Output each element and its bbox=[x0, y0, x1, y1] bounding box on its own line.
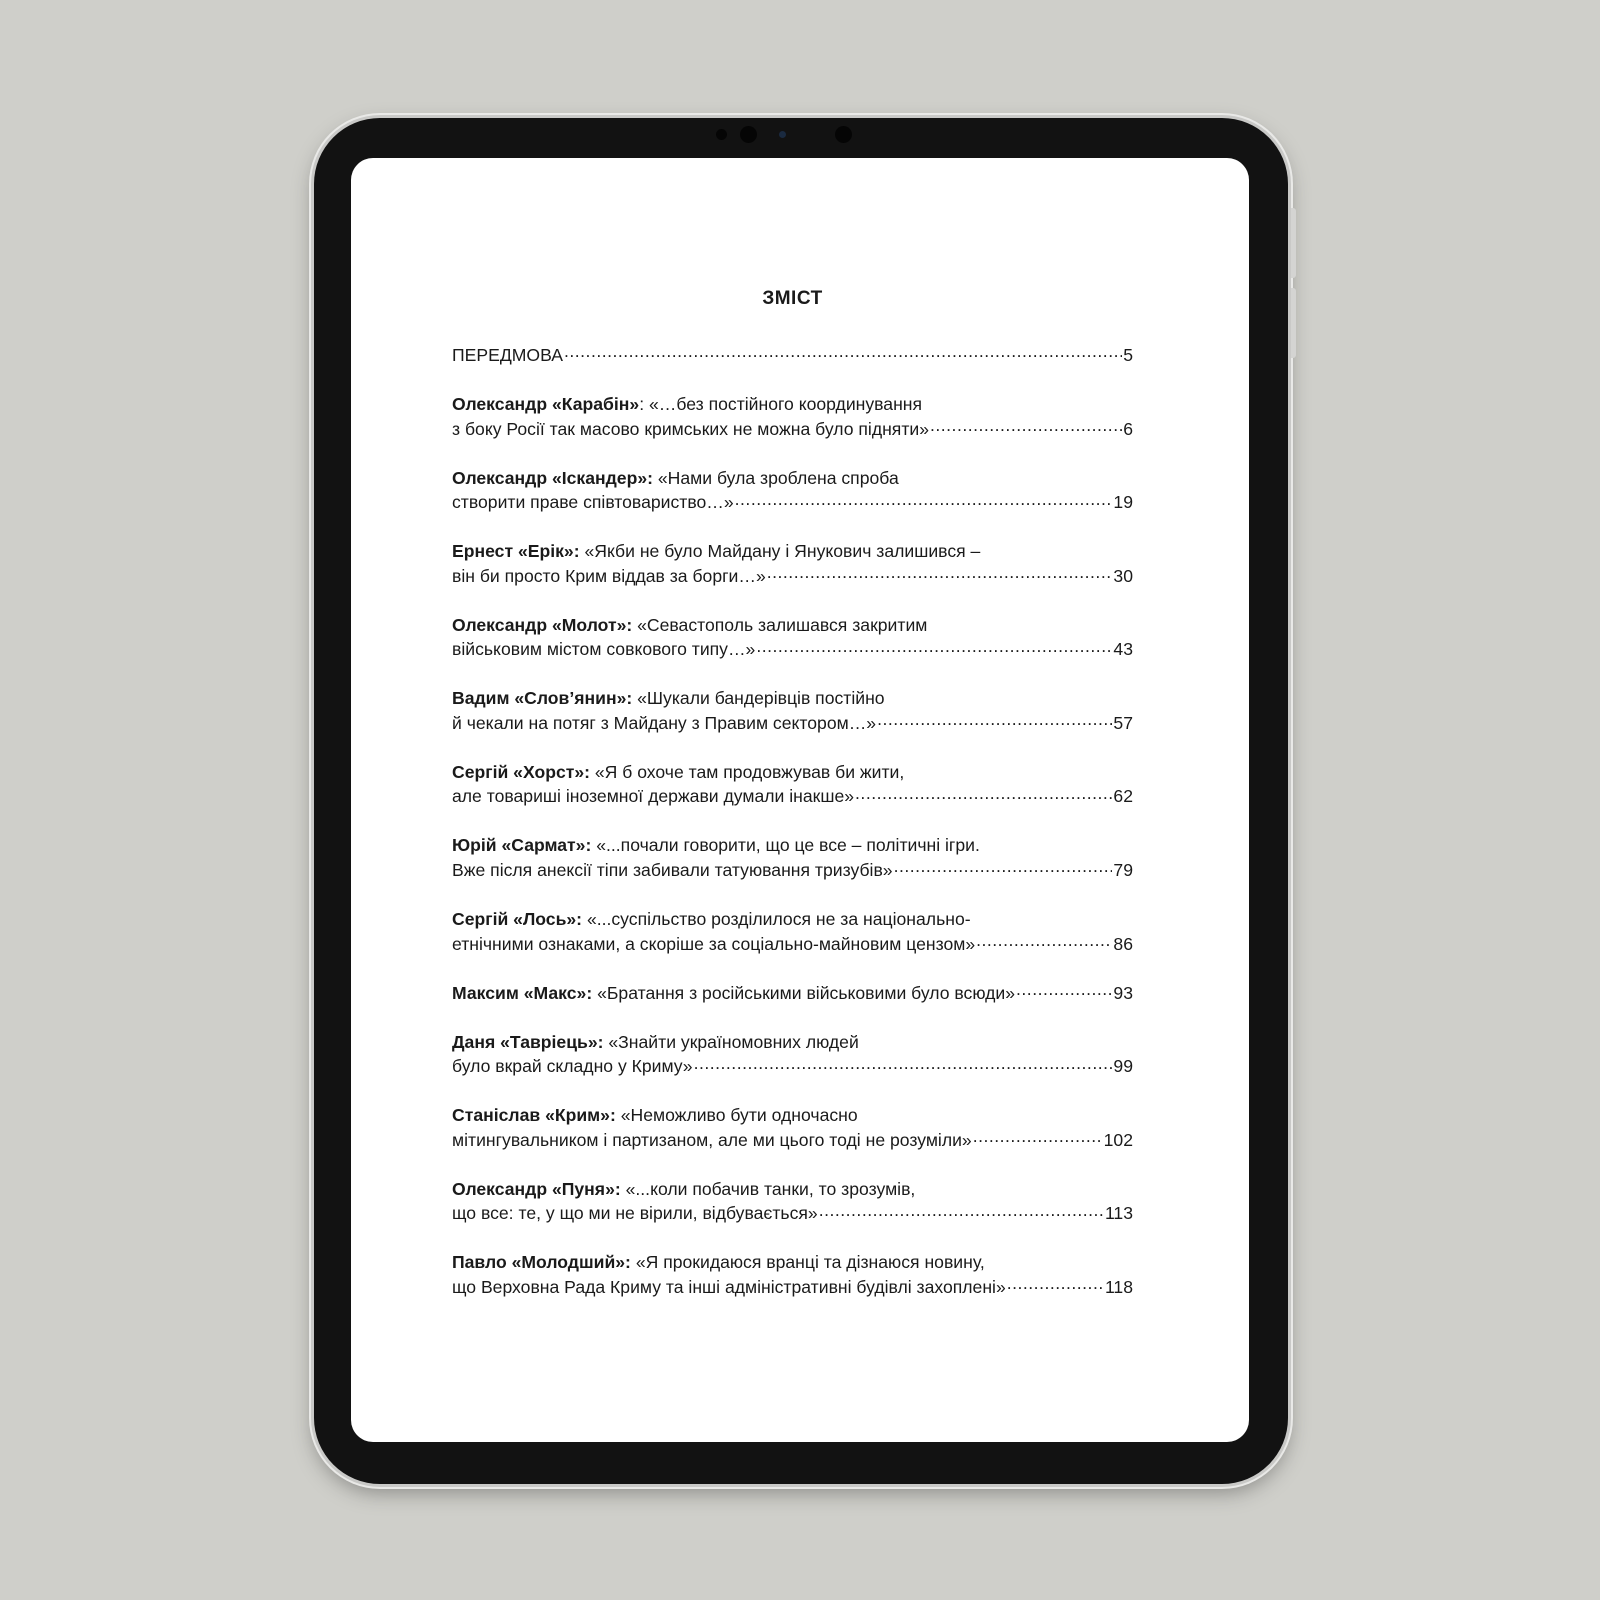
dot-leader bbox=[1016, 981, 1112, 999]
page-number: 30 bbox=[1113, 565, 1133, 586]
dot-leader bbox=[756, 638, 1112, 656]
entry-quote-line2: й чекали на потяг з Майдану з Правим сектором…» bbox=[452, 712, 877, 733]
dot-leader bbox=[976, 932, 1112, 950]
dot-leader bbox=[1007, 1275, 1104, 1293]
entry-quote-line1: «Якби не було Майдану і Янукович залишився – bbox=[584, 541, 981, 562]
page-number: 118 bbox=[1104, 1276, 1133, 1297]
entry-quote-line2: було вкрай складно у Криму» bbox=[452, 1056, 693, 1077]
entry-author: Юрій «Сармат»: bbox=[452, 835, 592, 856]
entry-quote-line1: «Шукали бандерівців постійно bbox=[637, 688, 885, 709]
dot-leader bbox=[877, 711, 1112, 729]
entry-author: Олександр «Молот»: bbox=[452, 614, 633, 635]
toc-entry-preface[interactable] bbox=[452, 343, 1133, 368]
dot-leader bbox=[767, 564, 1113, 582]
camera-icon bbox=[835, 126, 852, 143]
entry-quote-line1: «Я прокидаюся вранці та дізнаюся новину, bbox=[635, 1252, 985, 1273]
entry-quote-line2: Вже після анексії тіпи забивали татуювання тризубів» bbox=[452, 860, 893, 881]
page-number: 5 bbox=[1123, 345, 1133, 365]
toc-entry[interactable] bbox=[452, 1177, 1133, 1226]
entry-quote-line1: «…без постійного координування bbox=[648, 393, 923, 414]
entry-quote-line2: мітингувальником і партизаном, але ми цього тоді не розуміли» bbox=[452, 1129, 972, 1150]
page-number: 57 bbox=[1113, 712, 1133, 733]
volume-button bbox=[1291, 288, 1296, 358]
entry-author: Вадим «Слов’янин»: bbox=[452, 688, 633, 709]
table-of-contents bbox=[452, 288, 1133, 1324]
tablet-device bbox=[314, 118, 1288, 1484]
toc-title: ЗМІСТ bbox=[762, 288, 823, 309]
entry-quote-line1: «Нами була зроблена спроба bbox=[657, 467, 899, 488]
entry-quote-line2: що Верховна Рада Криму та інші адміністративні будівлі захоплені» bbox=[452, 1276, 1006, 1297]
entry-author: Сергій «Хорст»: bbox=[452, 761, 590, 782]
page-number: 99 bbox=[1113, 1056, 1133, 1077]
entry-quote-line1: «Я б охоче там продовжував би жити, bbox=[594, 761, 905, 782]
entry-author: Станіслав «Крим»: bbox=[452, 1105, 616, 1126]
entry-quote-line1: «...суспільство розділилося не за національно- bbox=[586, 909, 971, 930]
page-number: 102 bbox=[1103, 1129, 1133, 1150]
page-number: 62 bbox=[1113, 786, 1133, 807]
volume-button bbox=[1291, 208, 1296, 278]
entry-separator: : bbox=[639, 393, 649, 414]
dot-leader bbox=[894, 858, 1113, 876]
entry-quote-line2: він би просто Крим віддав за борги…» bbox=[452, 565, 766, 586]
entry-quote-line1: «Неможливо бути одночасно bbox=[620, 1105, 858, 1126]
entry-quote-line1: «Знайти україномовних людей bbox=[608, 1031, 859, 1052]
toc-entry[interactable] bbox=[452, 981, 1133, 1006]
toc-entry[interactable] bbox=[452, 466, 1133, 515]
toc-entry[interactable] bbox=[452, 833, 1133, 882]
entry-author: Олександр «Пуня»: bbox=[452, 1178, 621, 1199]
dot-leader bbox=[930, 417, 1122, 435]
entry-quote-line2: з боку Росії так масово кримських не можна було підняти» bbox=[452, 418, 929, 439]
camera-icon bbox=[716, 129, 727, 140]
entry-quote-line2: етнічними ознаками, а скоріше за соціально-майновим цензом» bbox=[452, 933, 976, 954]
toc-entry[interactable] bbox=[452, 392, 1133, 441]
toc-entry[interactable] bbox=[452, 686, 1133, 735]
entry-quote-line2: але товариші іноземної держави думали інакше» bbox=[452, 786, 855, 807]
toc-entries bbox=[452, 392, 1133, 1300]
screen bbox=[351, 158, 1249, 1442]
dot-leader bbox=[973, 1128, 1103, 1146]
page-number: 113 bbox=[1104, 1203, 1133, 1224]
entry-quote-line2: військовим містом совкового типу…» bbox=[452, 639, 756, 660]
entry-quote: «Братання з російськими військовими було всюди» bbox=[597, 982, 1016, 1003]
toc-entry[interactable] bbox=[452, 1030, 1133, 1079]
entry-author: Олександр «Іскандер»: bbox=[452, 467, 653, 488]
preface-label: ПЕРЕДМОВА bbox=[452, 345, 563, 365]
entry-quote-line1: «...почали говорити, що це все – політичні ігри. bbox=[596, 835, 980, 856]
page-number: 6 bbox=[1123, 418, 1133, 439]
page-number: 79 bbox=[1113, 860, 1133, 881]
dot-leader bbox=[694, 1055, 1113, 1073]
page-number: 19 bbox=[1113, 492, 1133, 513]
dot-leader bbox=[735, 491, 1113, 509]
entry-author: Ернест «Ерік»: bbox=[452, 541, 580, 562]
dot-leader bbox=[855, 785, 1112, 803]
entry-author: Олександр «Карабін» bbox=[452, 393, 640, 414]
entry-author: Максим «Макс»: bbox=[452, 982, 593, 1003]
toc-entry[interactable] bbox=[452, 1103, 1133, 1152]
toc-entry[interactable] bbox=[452, 907, 1133, 956]
entry-author: Сергій «Лось»: bbox=[452, 909, 583, 930]
entry-quote-line2: що все: те, у що ми не вірили, відбувається» bbox=[452, 1203, 818, 1224]
toc-entry[interactable] bbox=[452, 760, 1133, 809]
sensor-icon bbox=[779, 131, 786, 138]
entry-quote-line2: створити праве співтовариство…» bbox=[452, 492, 734, 513]
camera-icon bbox=[740, 126, 757, 143]
entry-quote-line1: «Севастополь залишався закритим bbox=[637, 614, 928, 635]
entry-author: Павло «Молодший»: bbox=[452, 1252, 631, 1273]
page-number: 86 bbox=[1113, 933, 1133, 954]
dot-leader bbox=[564, 343, 1122, 361]
toc-entry[interactable] bbox=[452, 539, 1133, 588]
page-number: 93 bbox=[1113, 982, 1133, 1003]
toc-entry[interactable] bbox=[452, 1250, 1133, 1299]
page-number: 43 bbox=[1113, 639, 1133, 660]
toc-entry[interactable] bbox=[452, 613, 1133, 662]
entry-author: Даня «Тавріець»: bbox=[452, 1031, 604, 1052]
entry-quote-line1: «...коли побачив танки, то зрозумів, bbox=[625, 1178, 916, 1199]
dot-leader bbox=[819, 1202, 1104, 1220]
